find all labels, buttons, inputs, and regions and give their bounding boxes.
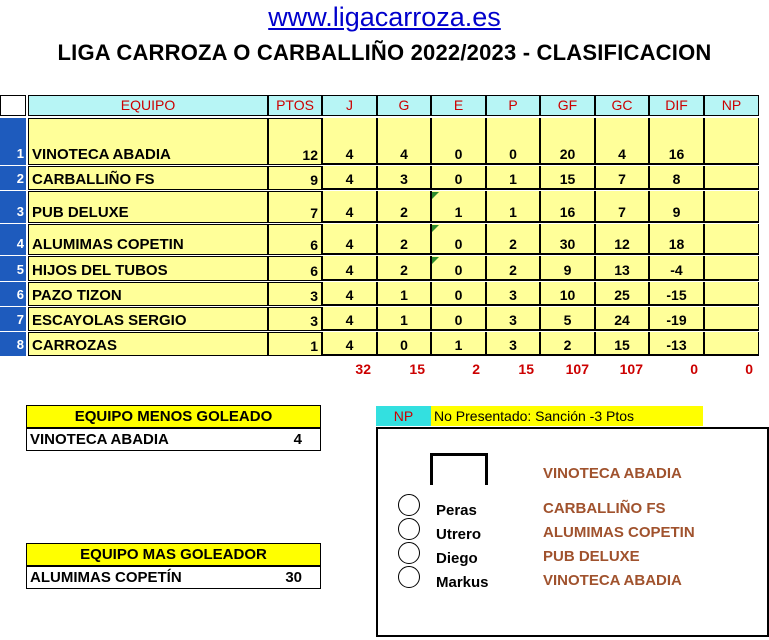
referee-name: Utrero <box>436 526 482 543</box>
stat-gf: 20 <box>540 118 595 165</box>
column-header-dif: DIF <box>649 95 704 116</box>
team-points: 6 <box>268 224 322 255</box>
team-name: CARBALLIÑO FS <box>28 166 268 190</box>
stat-gf: 30 <box>540 224 595 255</box>
stat-dif: 16 <box>649 118 704 165</box>
team-name: CARROZAS <box>28 332 268 356</box>
stat-gc: 12 <box>595 224 649 255</box>
stat-p: 2 <box>486 256 540 281</box>
stat-gf: 5 <box>540 307 595 331</box>
stat-dif: -19 <box>649 307 704 331</box>
stat-gf: 10 <box>540 282 595 306</box>
stat-dif: -15 <box>649 282 704 306</box>
stat-j: 4 <box>322 307 377 331</box>
team-points: 3 <box>268 307 322 331</box>
top-scoring-row <box>26 566 321 589</box>
least-conceded-value: 4 <box>293 431 302 448</box>
row-position: 8 <box>0 332 26 356</box>
team-name: PUB DELUXE <box>28 191 268 223</box>
least-conceded-row <box>26 428 321 451</box>
np-label: NP <box>376 406 431 426</box>
least-conceded-team: VINOTECA ABADIA <box>30 431 169 448</box>
team-points: 9 <box>268 166 322 190</box>
stat-g: 2 <box>377 191 431 223</box>
referee-name: Peras <box>436 502 477 519</box>
stat-p: 1 <box>486 166 540 190</box>
stat-p: 3 <box>486 282 540 306</box>
stat-e: 1 <box>431 191 486 223</box>
referee-marker <box>398 494 420 516</box>
referees-panel <box>376 427 769 637</box>
team-points: 3 <box>268 282 322 306</box>
comment-marker <box>432 257 439 264</box>
stat-j: 4 <box>322 256 377 281</box>
row-position: 1 <box>0 118 26 165</box>
stat-np <box>704 191 759 223</box>
column-header-gc: GC <box>595 95 649 116</box>
stat-gf: 2 <box>540 332 595 356</box>
top-scoring-team: ALUMIMAS COPETÍN <box>30 569 182 586</box>
stat-np <box>704 332 759 356</box>
stat-e: 0 <box>431 282 486 306</box>
stat-np <box>704 256 759 281</box>
stat-gc: 15 <box>595 332 649 356</box>
referee-marker <box>398 518 420 540</box>
stat-p: 0 <box>486 118 540 165</box>
total-gc: 107 <box>619 361 643 377</box>
stat-dif: 9 <box>649 191 704 223</box>
stat-gc: 24 <box>595 307 649 331</box>
team-name: PAZO TIZON <box>28 282 268 306</box>
stat-np <box>704 166 759 190</box>
total-p: 15 <box>518 361 534 377</box>
page-title: LIGA CARROZA O CARBALLIÑO 2022/2023 - CLASIFICACION <box>57 40 712 65</box>
stat-dif: -4 <box>649 256 704 281</box>
stat-np <box>704 282 759 306</box>
np-legend-text: No Presentado: Sanción -3 Ptos <box>431 406 703 426</box>
team-points: 1 <box>268 332 322 356</box>
column-header-equipo: EQUIPO <box>28 95 268 116</box>
goal-icon <box>430 453 488 485</box>
stat-gf: 15 <box>540 166 595 190</box>
stat-j: 4 <box>322 224 377 255</box>
stat-gc: 25 <box>595 282 649 306</box>
stat-g: 4 <box>377 118 431 165</box>
stat-np <box>704 118 759 165</box>
comment-marker <box>432 225 439 232</box>
team-name: VINOTECA ABADIA <box>28 118 268 165</box>
stat-p: 1 <box>486 191 540 223</box>
least-conceded-title: EQUIPO MENOS GOLEADO <box>26 405 321 428</box>
stat-g: 1 <box>377 307 431 331</box>
stat-j: 4 <box>322 191 377 223</box>
row-position: 4 <box>0 224 26 255</box>
top-scoring-value: 30 <box>285 569 302 586</box>
column-header-e: E <box>431 95 486 116</box>
stat-g: 2 <box>377 256 431 281</box>
row-position: 6 <box>0 282 26 306</box>
stat-dif: 8 <box>649 166 704 190</box>
stat-e: 0 <box>431 256 486 281</box>
column-header-g: G <box>377 95 431 116</box>
stat-g: 3 <box>377 166 431 190</box>
referee-team: PUB DELUXE <box>543 548 640 565</box>
referee-marker <box>398 566 420 588</box>
team-name: ALUMIMAS COPETIN <box>28 224 268 255</box>
stat-g: 0 <box>377 332 431 356</box>
referee-team: ALUMIMAS COPETIN <box>543 524 695 541</box>
stat-g: 1 <box>377 282 431 306</box>
column-header-gf: GF <box>540 95 595 116</box>
header-corner <box>0 95 26 116</box>
total-j: 32 <box>355 361 371 377</box>
stat-p: 3 <box>486 307 540 331</box>
stat-gf: 16 <box>540 191 595 223</box>
referee-name: Markus <box>436 574 489 591</box>
stat-dif: -13 <box>649 332 704 356</box>
team-points: 12 <box>268 118 322 165</box>
stat-e: 1 <box>431 332 486 356</box>
row-position: 2 <box>0 166 26 190</box>
goal-team: VINOTECA ABADIA <box>543 465 682 482</box>
stat-j: 4 <box>322 166 377 190</box>
total-np: 0 <box>745 361 753 377</box>
stat-dif: 18 <box>649 224 704 255</box>
column-header-pts: PTOS <box>268 95 322 116</box>
stat-e: 0 <box>431 166 486 190</box>
total-e: 2 <box>472 361 480 377</box>
stat-e: 0 <box>431 307 486 331</box>
stat-gf: 9 <box>540 256 595 281</box>
stat-p: 3 <box>486 332 540 356</box>
column-header-np: NP <box>704 95 759 116</box>
column-header-p: P <box>486 95 540 116</box>
row-position: 3 <box>0 191 26 223</box>
team-name: ESCAYOLAS SERGIO <box>28 307 268 331</box>
team-points: 7 <box>268 191 322 223</box>
team-name: HIJOS DEL TUBOS <box>28 256 268 281</box>
column-header-j: J <box>322 95 377 116</box>
referee-name: Diego <box>436 550 478 567</box>
stat-p: 2 <box>486 224 540 255</box>
stat-j: 4 <box>322 282 377 306</box>
team-points: 6 <box>268 256 322 281</box>
stat-np <box>704 224 759 255</box>
site-link[interactable]: www.ligacarroza.es <box>268 2 501 32</box>
stat-np <box>704 307 759 331</box>
referee-team: CARBALLIÑO FS <box>543 500 666 517</box>
stat-gc: 7 <box>595 166 649 190</box>
row-position: 7 <box>0 307 26 331</box>
total-g: 15 <box>409 361 425 377</box>
stat-e: 0 <box>431 118 486 165</box>
stat-e: 0 <box>431 224 486 255</box>
stat-j: 4 <box>322 118 377 165</box>
stat-gc: 4 <box>595 118 649 165</box>
referee-team: VINOTECA ABADIA <box>543 572 682 589</box>
row-position: 5 <box>0 256 26 281</box>
top-scoring-title: EQUIPO MAS GOLEADOR <box>26 543 321 566</box>
referee-marker <box>398 542 420 564</box>
stat-g: 2 <box>377 224 431 255</box>
stat-gc: 13 <box>595 256 649 281</box>
stat-gc: 7 <box>595 191 649 223</box>
total-gf: 107 <box>565 361 589 377</box>
stat-j: 4 <box>322 332 377 356</box>
comment-marker <box>432 192 439 199</box>
total-dif: 0 <box>690 361 698 377</box>
